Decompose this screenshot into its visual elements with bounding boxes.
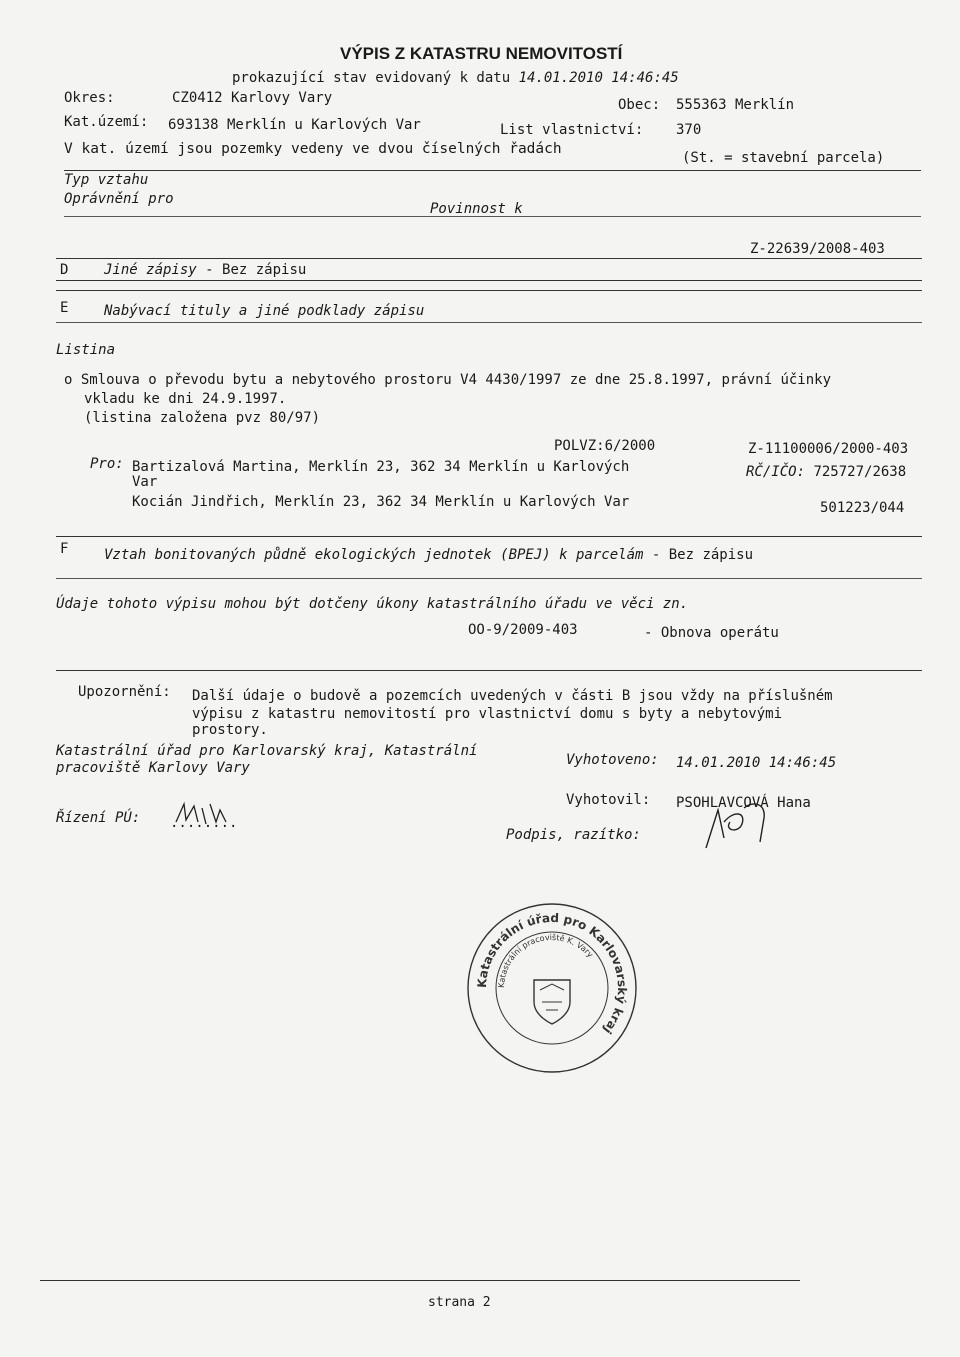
divider	[56, 290, 922, 291]
section-d-letter: D	[60, 262, 69, 278]
divider	[64, 170, 921, 171]
uzemi-value: 693138 Merklín u Karlových Var	[168, 117, 421, 133]
section-e-letter: E	[60, 300, 69, 316]
opravneni-label: Oprávnění pro	[64, 191, 174, 207]
person2-id: 501223/044	[820, 500, 905, 516]
warning-line2: výpisu z katastru nemovitostí pro vlastnictví domu s byty a nebytovými	[192, 706, 783, 722]
obec-value: 555363 Merklín	[676, 97, 795, 113]
povinnost-label: Povinnost k	[430, 201, 523, 217]
person1-line2: Var	[132, 474, 158, 490]
divider	[40, 1280, 800, 1281]
person1-id: RČ/IČO: 725727/2638	[746, 464, 907, 480]
warning-label: Upozornění:	[78, 684, 171, 700]
header-note-paren: (St. = stavební parcela)	[682, 150, 885, 166]
listina-label: Listina	[56, 342, 116, 358]
section-d-ref: Z-22639/2008-403	[750, 241, 885, 257]
office-line2: pracoviště Karlovy Vary	[56, 760, 250, 776]
section-e-title: Nabývací tituly a jiné podklady zápisu	[104, 303, 425, 319]
warning-line3: prostory.	[192, 722, 268, 738]
rizeni-value: ........	[170, 815, 238, 831]
listina-item-line2: vkladu ke dni 24.9.1997.	[84, 391, 287, 407]
divider	[56, 670, 922, 671]
svg-text:Katastrální pracoviště K. Vary: Katastrální pracoviště K. Vary	[496, 932, 595, 989]
divider	[56, 258, 922, 259]
list-label: List vlastnictví:	[500, 122, 644, 138]
okres-label: Okres:	[64, 90, 115, 106]
author-label: Vyhotovil:	[566, 792, 651, 808]
divider	[56, 322, 922, 323]
created-value: 14.01.2010 14:46:45	[676, 755, 837, 771]
svg-text:Katastrální úřad pro Karlovars: Katastrální úřad pro Karlovarský kraj	[474, 910, 630, 1037]
rizeni-signature	[172, 798, 232, 828]
page-title: VÝPIS Z KATASTRU NEMOVITOSTÍ	[340, 44, 623, 63]
author-value: PSOHLAVCOVÁ Hana	[676, 795, 811, 811]
listina-item-line3: (listina založena pvz 80/97)	[84, 410, 321, 426]
affected-text: Údaje tohoto výpisu mohou být dotčeny úkony katastrálního úřadu ve věci zn.	[56, 596, 689, 612]
person2: Kocián Jindřich, Merklín 23, 362 34 Merklín u Karlových Var	[132, 494, 630, 510]
pro-label: Pro:	[90, 456, 124, 472]
listina-item-line1: o Smlouva o převodu bytu a nebytového prostoru V4 4430/1997 ze dne 25.8.1997, právní účinky	[64, 372, 832, 388]
divider	[56, 536, 922, 537]
created-label: Vyhotoveno:	[566, 752, 659, 768]
section-d-title: Jiné zápisy - Bez zápisu	[104, 262, 307, 278]
uzemi-label: Kat.území:	[64, 114, 149, 130]
divider	[64, 216, 921, 217]
header-datetime: 14.01.2010 14:46:45	[518, 70, 679, 86]
person1-line1: Bartizalová Martina, Merklín 23, 362 34 Merklín u Karlových	[132, 459, 630, 475]
handwritten-signature	[694, 790, 784, 860]
list-value: 370	[676, 122, 702, 138]
sign-label: Podpis, razítko:	[506, 827, 641, 843]
affected-action: - Obnova operátu	[644, 625, 779, 641]
divider	[56, 578, 922, 579]
page-number: strana 2	[428, 1295, 491, 1310]
header-subtitle: prokazující stav evidovaný k datu 14.01.2010 14:46:45	[232, 70, 679, 86]
rizeni-label: Řízení PÚ:	[56, 810, 141, 826]
typ-vztahu-label: Typ vztahu	[64, 172, 149, 188]
affected-ref: OO-9/2009-403	[468, 622, 578, 638]
warning-line1: Další údaje o budově a pozemcích uvedených v části B jsou vždy na příslušném	[192, 688, 833, 704]
section-f-title: Vztah bonitovaných půdně ekologických jednotek (BPEJ) k parcelám - Bez zápisu	[104, 547, 754, 563]
divider	[56, 280, 922, 281]
obec-label: Obec:	[618, 97, 661, 113]
polvz-ref: Z-11100006/2000-403	[748, 441, 909, 457]
section-d-value: - Bez zápisu	[205, 262, 307, 278]
official-stamp	[462, 898, 642, 1078]
office-line1: Katastrální úřad pro Karlovarský kraj, Katastrální	[56, 743, 478, 759]
header-note: V kat. území jsou pozemky vedeny ve dvou číselných řadách	[64, 141, 562, 157]
okres-value: CZ0412 Karlovy Vary	[172, 90, 333, 106]
section-f-letter: F	[60, 541, 69, 557]
section-f-value: - Bez zápisu	[651, 547, 754, 563]
polvz: POLVZ:6/2000	[554, 438, 656, 454]
